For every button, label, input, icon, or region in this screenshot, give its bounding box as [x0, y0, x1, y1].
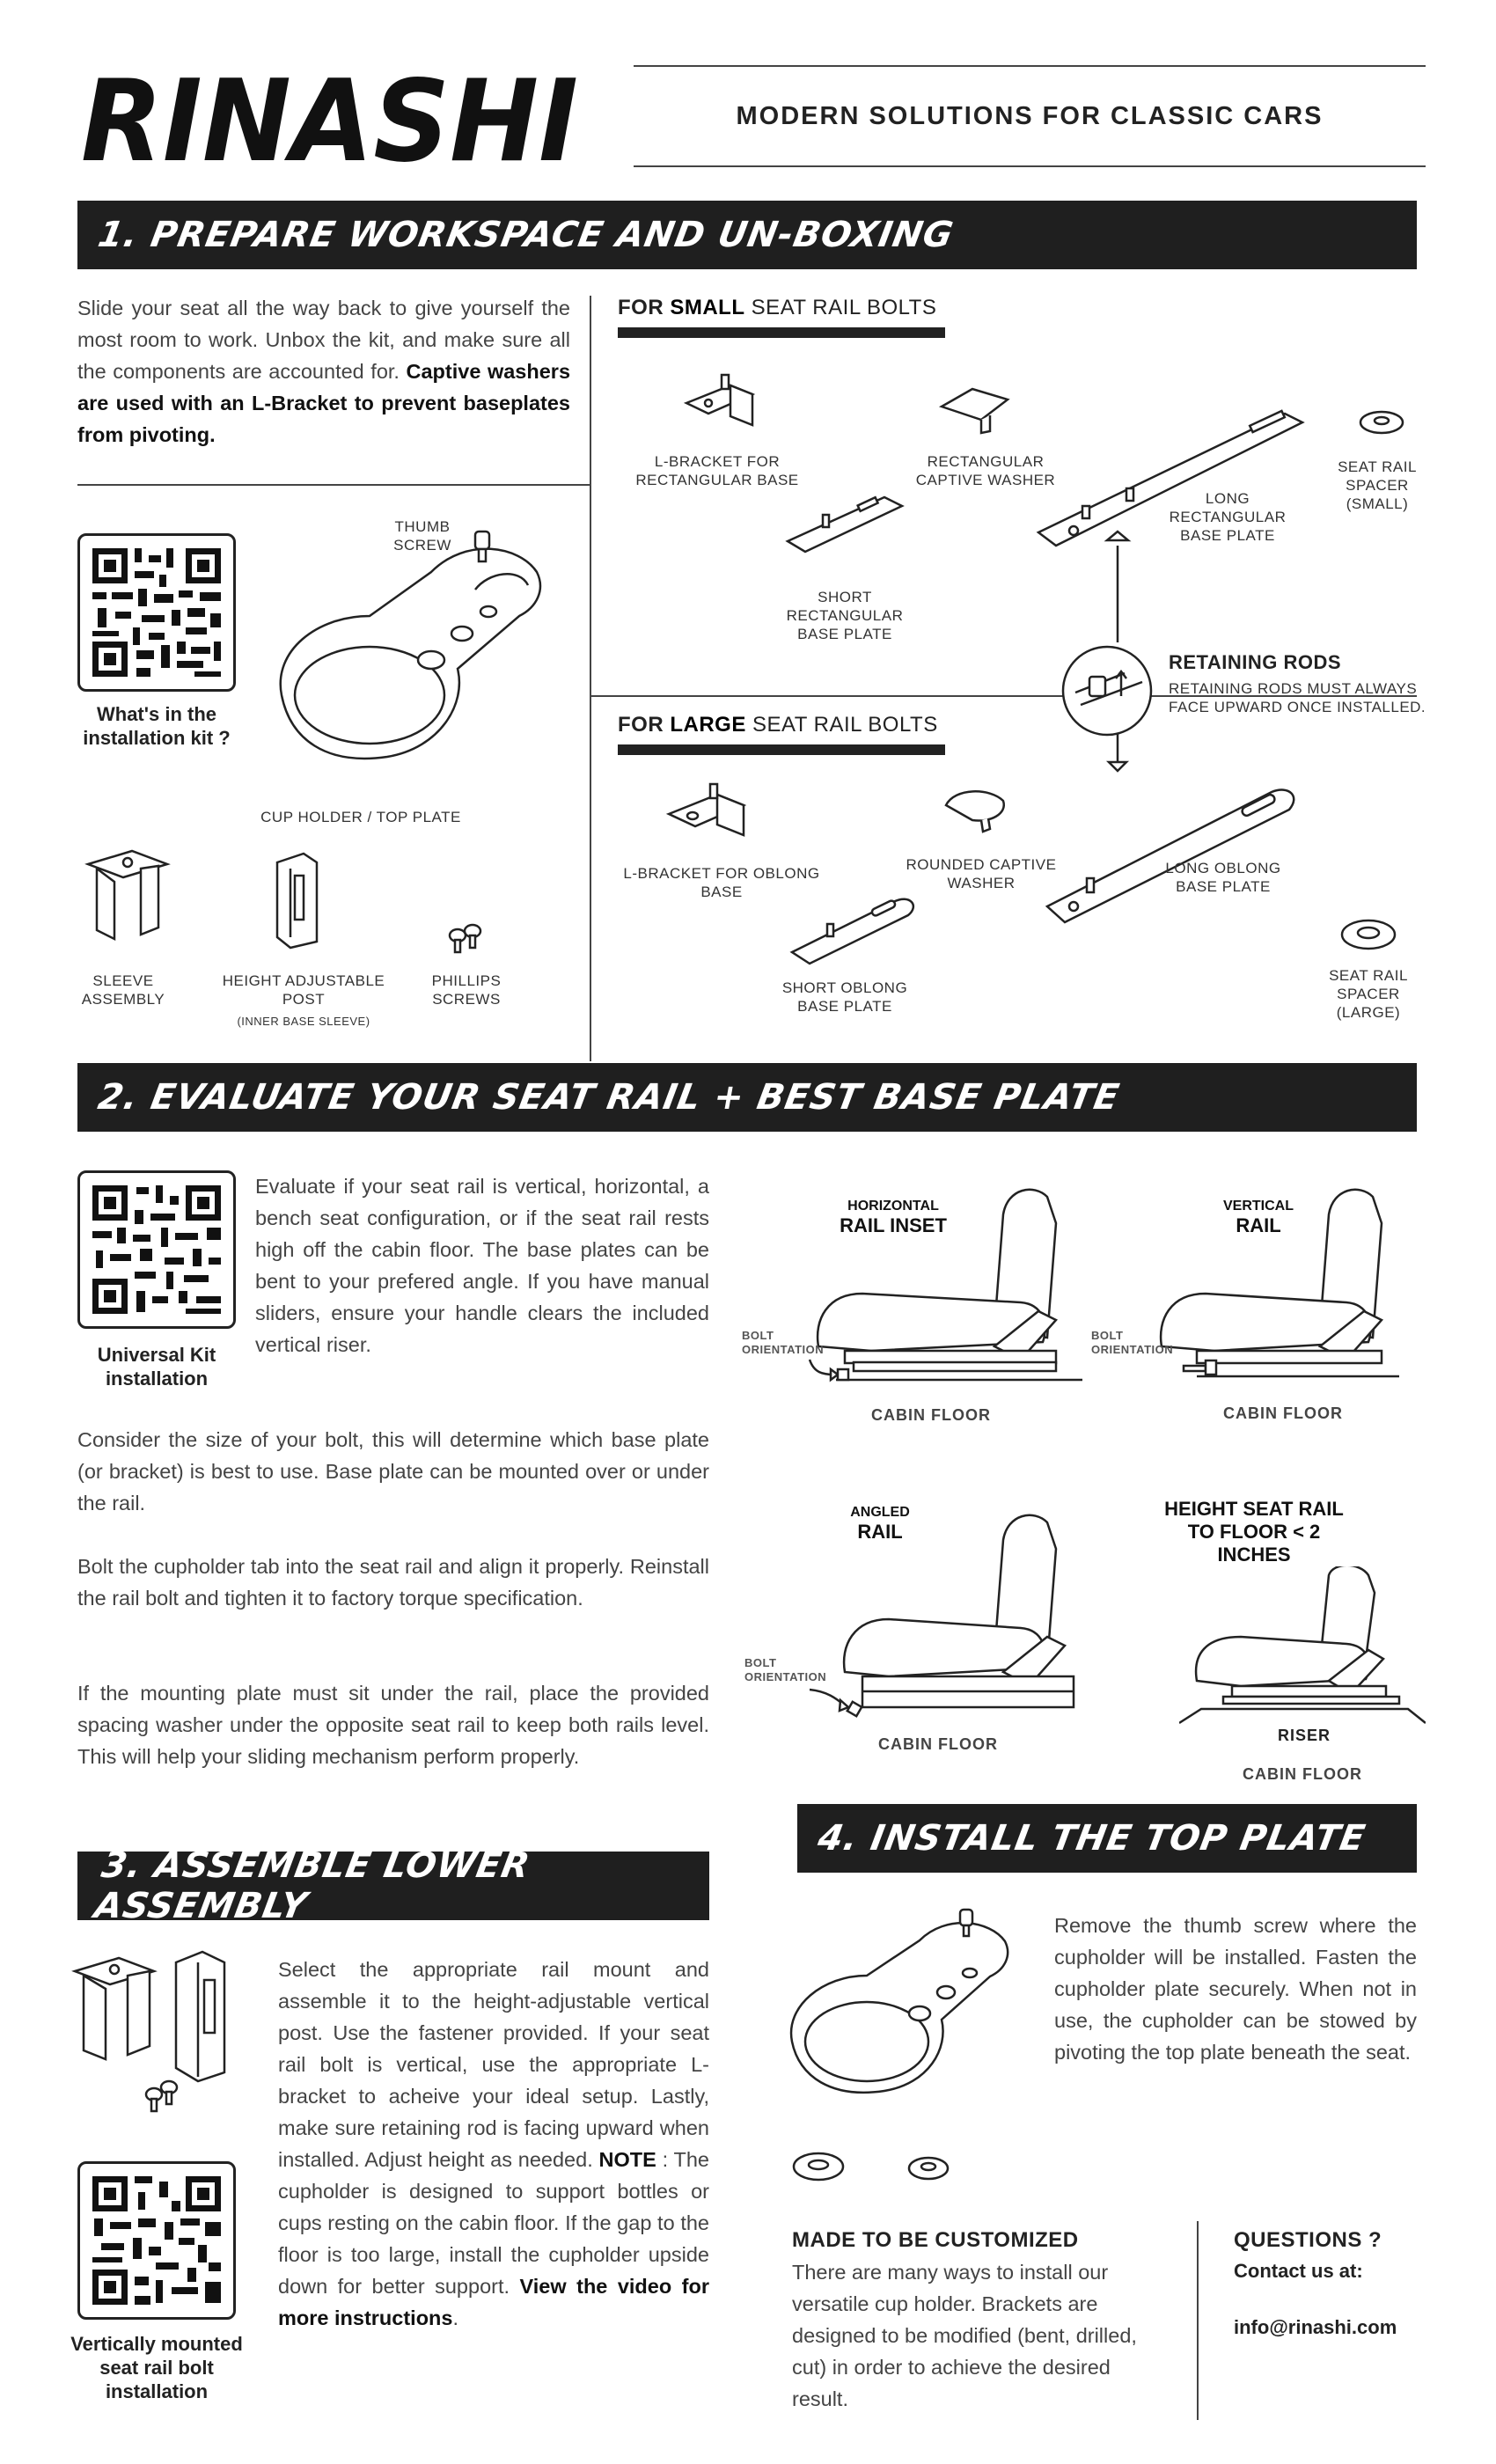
section4-para: Remove the thumb screw where the cupholder will be installed. Fasten the cupholder plate securely. When not in use, the cupholder can be stowed by pivoting the top plate beneath the seat.	[1054, 1914, 1417, 2064]
large-spacer-illustration	[1338, 915, 1399, 956]
contact-label: Contact us at:	[1234, 2260, 1363, 2282]
spacer-washers-illustration	[788, 2140, 972, 2202]
lbracket-rect-illustration	[682, 368, 779, 438]
part-label-short-rect: SHORT RECTANGULAR BASE PLATE	[786, 589, 904, 642]
seat-vertical-illustration	[1144, 1170, 1434, 1417]
video-link[interactable]: View the video for more instructions	[278, 2275, 710, 2329]
qr-caption: Vertically mounted seat rail bolt installation	[70, 2333, 243, 2402]
section2-para1: Evaluate if your seat rail is vertical, horizontal, a bench seat configuration, or if the seat rail rests high off the cabin floor. The base plates can be bent to your prefered angle. If you have manual sliders, ensure your handle clears the included vertical riser.	[255, 1175, 709, 1356]
retaining-rods-title: RETAINING RODS	[1169, 651, 1342, 673]
heading-underline	[618, 744, 945, 755]
part-label-post: HEIGHT ADJUSTABLE POST	[222, 972, 385, 1008]
heading-underline	[618, 327, 945, 338]
bolt-orientation-label: BOLT ORIENTATION	[1091, 1329, 1174, 1356]
seat-title-riser: HEIGHT SEAT RAIL TO FLOOR < 2 INCHES	[1164, 1498, 1344, 1566]
small-spacer-illustration	[1355, 407, 1408, 442]
retaining-rods-note: RETAINING RODS MUST ALWAYS FACE UPWARD ONCE INSTALLED.	[1169, 680, 1426, 715]
divider-vertical	[1197, 2221, 1199, 2420]
customized-title: MADE TO BE CUSTOMIZED	[792, 2228, 1079, 2252]
qr-code[interactable]	[77, 533, 236, 692]
small-bolts-heading: FOR SMALL SEAT RAIL BOLTS	[618, 296, 937, 319]
seat-title-vertical: VERTICAL RAIL	[1223, 1199, 1294, 1236]
part-label-cup-holder: CUP HOLDER / TOP PLATE	[260, 809, 461, 825]
lower-assembly-illustration	[70, 1945, 255, 2121]
seat-angled-illustration	[792, 1496, 1109, 1742]
seat-horizontal-illustration	[792, 1170, 1118, 1417]
part-label-lbracket-oblong: L-BRACKET FOR OBLONG BASE	[623, 865, 820, 900]
part-label-long-oblong: LONG OBLONG BASE PLATE	[1165, 860, 1281, 895]
divider-vertical	[590, 296, 591, 1061]
brand-logo	[81, 62, 583, 176]
retaining-rod-detail-icon	[1072, 647, 1146, 721]
post-illustration	[264, 849, 343, 950]
short-oblong-plate-illustration	[783, 880, 924, 977]
svg-text:RINASHI: RINASHI	[81, 62, 578, 176]
part-label-phillips: PHILLIPS SCREWS	[431, 972, 502, 1008]
part-label-short-oblong: SHORT OBLONG BASE PLATE	[781, 979, 908, 1015]
part-label-post-note: (INNER BASE SLEEVE)	[237, 1015, 370, 1028]
part-label-long-rect: LONG RECTANGULAR BASE PLATE	[1169, 490, 1287, 544]
section2-para2: Consider the size of your bolt, this will determine which base plate (or bracket) is best to use. Base plate can be mounted over or under the rail.	[77, 1428, 709, 1514]
seat-riser-illustration	[1179, 1566, 1426, 1742]
bolt-orientation-label: BOLT ORIENTATION	[742, 1329, 825, 1356]
seat-title-horizontal: HORIZONTAL RAIL INSET	[840, 1199, 947, 1236]
section2-banner: 2. EVALUATE YOUR SEAT RAIL + BEST BASE PLATE	[77, 1063, 1417, 1132]
large-bolts-heading: FOR LARGE SEAT RAIL BOLTS	[618, 713, 938, 737]
cabin-floor-label: CABIN FLOOR	[878, 1735, 998, 1753]
divider	[77, 484, 590, 486]
bolt-orientation-label: BOLT ORIENTATION	[744, 1656, 827, 1683]
qr-caption: Universal Kit installation	[97, 1344, 216, 1390]
section4-banner: 4. INSTALL THE TOP PLATE	[797, 1804, 1417, 1873]
part-label-lbracket-rect: L-BRACKET FOR RECTANGULAR BASE	[635, 453, 799, 488]
qr-code[interactable]	[77, 2161, 236, 2320]
short-rect-plate-illustration	[779, 480, 911, 568]
rounded-washer-illustration	[937, 783, 1016, 836]
section2-para3: Bolt the cupholder tab into the seat rail and align it properly. Reinstall the rail bolt and tighten it to factory torque specification.	[77, 1555, 709, 1610]
questions-title: QUESTIONS ?	[1234, 2228, 1382, 2252]
section3-para: Select the appropriate rail mount and assemble it to the height-adjustable vertical post. Use the fastener provided. If your seat rail bolt is vertical, use the appropriate L-bracket to acheive your ideal setup. Lastly, make sure retaining rod is facing upward when installed. Adjust height as needed. NOTE : The cupholder is designed to support bottles or cups resting on the cabin floor. If the gap to the floor is too large, install the cupholder upside down for better support. View the video for more instructions.	[278, 1958, 710, 2329]
qr-caption: What's in the installation kit ?	[83, 703, 231, 749]
sleeve-assembly-illustration	[79, 847, 176, 952]
long-oblong-plate-illustration	[1038, 774, 1302, 933]
tagline: MODERN SOLUTIONS FOR CLASSIC CARS	[634, 65, 1426, 167]
rect-washer-illustration	[933, 380, 1021, 442]
cup-holder-illustration	[255, 519, 572, 792]
section3-banner: 3. ASSEMBLE LOWER ASSEMBLY	[77, 1852, 709, 1920]
lbracket-oblong-illustration	[664, 779, 770, 849]
phillips-screws-illustration	[444, 922, 488, 957]
part-label-thumb-screw: THUMB SCREW	[393, 518, 451, 554]
section1-intro: Slide your seat all the way back to give yourself the most room to work. Unbox the kit, and make sure all the components are accounted for. Captive washers are used with an L-Bracket to prevent baseplates from pivoting.	[77, 297, 571, 446]
cabin-floor-label: CABIN FLOOR	[1223, 1404, 1343, 1422]
part-label-large-spacer: SEAT RAIL SPACER (LARGE)	[1329, 967, 1408, 1021]
part-label-sleeve: SLEEVE ASSEMBLY	[81, 972, 165, 1008]
riser-label: RISER	[1278, 1727, 1331, 1744]
cabin-floor-label: CABIN FLOOR	[1243, 1765, 1362, 1783]
qr-code[interactable]	[77, 1170, 236, 1329]
part-label-rect-washer: RECTANGULAR CAPTIVE WASHER	[915, 453, 1056, 488]
top-plate-illustration	[774, 1901, 1030, 2112]
contact-email[interactable]: info@rinashi.com	[1234, 2316, 1397, 2338]
section2-para4: If the mounting plate must sit under the rail, place the provided spacing washer under the opposite seat rail to keep both rails level. This will help your sliding mechanism perform properly.	[77, 1682, 709, 1768]
section1-banner: 1. PREPARE WORKSPACE AND UN-BOXING	[77, 201, 1417, 269]
seat-title-angled: ANGLED RAIL	[850, 1505, 910, 1543]
customized-text: There are many ways to install our versatile cup holder. Brackets are designed to be modified (bent, drilled, cut) in order to achieve the desired result.	[792, 2261, 1137, 2410]
cabin-floor-label: CABIN FLOOR	[871, 1406, 991, 1424]
part-label-rounded-washer: ROUNDED CAPTIVE WASHER	[906, 856, 1057, 891]
part-label-small-spacer: SEAT RAIL SPACER (SMALL)	[1338, 458, 1417, 512]
